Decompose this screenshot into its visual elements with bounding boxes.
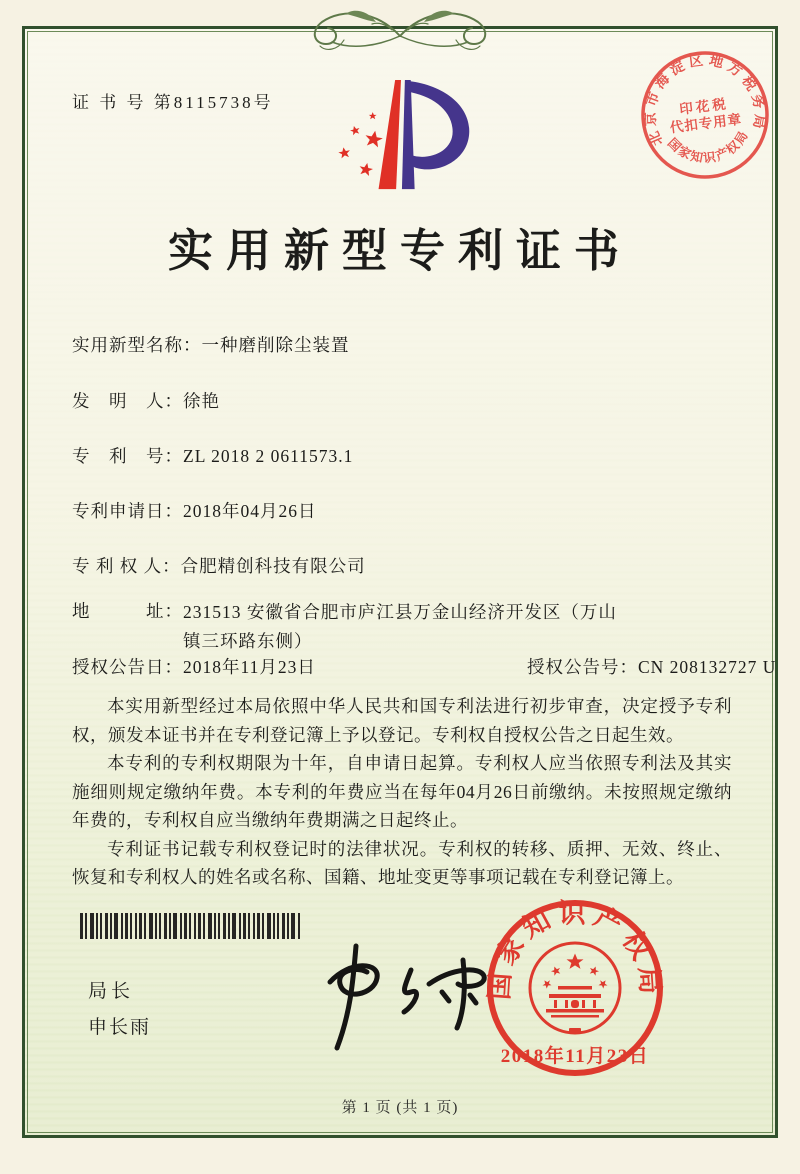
field-row-patentee (72, 553, 732, 578)
seal-ring-text: 国家知识产权局 (484, 898, 666, 1001)
field-value: CN 208132727 U (638, 657, 777, 677)
field-label: 授权公告日： (72, 657, 183, 677)
field-label: 授权公告号： (527, 657, 638, 677)
certificate-number: 证 书 号 第8115738号 (72, 93, 274, 112)
barcode (80, 913, 302, 939)
field-value: 合肥精创科技有限公司 (180, 556, 366, 576)
field-row-address (72, 598, 732, 656)
page-number: 第 1 页 (共 1 页) (341, 1100, 459, 1116)
field-value: 徐艳 (183, 391, 220, 411)
field-row-name (72, 332, 732, 357)
tax-stamp-center-line2: 代扣专用章 (669, 111, 743, 136)
tax-stamp-ring-bottom: 国家知识产权局 (664, 127, 752, 166)
field-label: 专利申请日： (72, 501, 183, 521)
field-row-inventor (72, 388, 732, 413)
tax-stamp-center-line1: 印花税 (678, 96, 730, 118)
seal-date: 2018年11月23日 (500, 1046, 650, 1067)
field-row-grant (72, 654, 777, 679)
cnipa-logo-icon (322, 74, 478, 201)
field-value: 2018年11月23日 (183, 657, 316, 677)
tax-stamp-ring-top: 北京市海淀区地方税务局 (643, 53, 767, 148)
field-value: 231513 安徽省合肥市庐江县万金山经济开发区（万山镇三环路东侧） (183, 602, 617, 651)
legal-body-text (72, 692, 732, 892)
commissioner-name: 申长雨 (88, 1017, 152, 1038)
tax-stamp-seal-icon (630, 40, 780, 190)
field-label: 专 利 号： (72, 446, 183, 466)
certificate-title: 实用新型专利证书 (167, 226, 632, 276)
field-row-filing-date (72, 498, 732, 523)
cnipa-official-seal-icon (483, 896, 667, 1082)
national-emblem-icon (530, 943, 620, 1033)
field-label: 实用新型名称： (72, 335, 202, 355)
svg-text:国家知识产权局 (484, 898, 666, 1000)
svg-text:北京市海淀区地方税务局 (634, 46, 771, 149)
field-label: 地 址： (72, 601, 183, 621)
field-row-patent-number (72, 443, 732, 468)
field-value: 一种磨削除尘装置 (201, 335, 350, 355)
field-row-grant-number (527, 654, 776, 679)
body-paragraph: 专利证书记载专利权登记时的法律状况。专利权的转移、质押、无效、终止、恢复和专利权人的姓名或名称、国籍、地址变更等事项记载在专利登记簿上。 (72, 838, 732, 887)
field-label: 发 明 人： (72, 391, 183, 411)
body-paragraph: 本专利的专利权期限为十年，自申请日起算。专利权人应当依照专利法及其实施细则规定缴纳年费。本专利的年费应当在每年04月26日前缴纳。未按照规定缴纳年费的，专利权自应当缴纳年费期满之日起终止。 (72, 753, 732, 830)
field-value: 2018年04月26日 (183, 501, 317, 521)
field-value: ZL 2018 2 0611573.1 (183, 446, 354, 466)
commissioner-signature (292, 938, 497, 1056)
border-ornament-icon (208, 0, 592, 62)
body-paragraph: 本实用新型经过本局依照中华人民共和国专利法进行初步审查，决定授予专利权，颁发本证书并在专利登记簿上予以登记。专利权自授权公告之日起生效。 (72, 696, 732, 745)
field-label: 专 利 权 人： (72, 556, 181, 576)
commissioner-title-label: 局长 (88, 981, 135, 1002)
